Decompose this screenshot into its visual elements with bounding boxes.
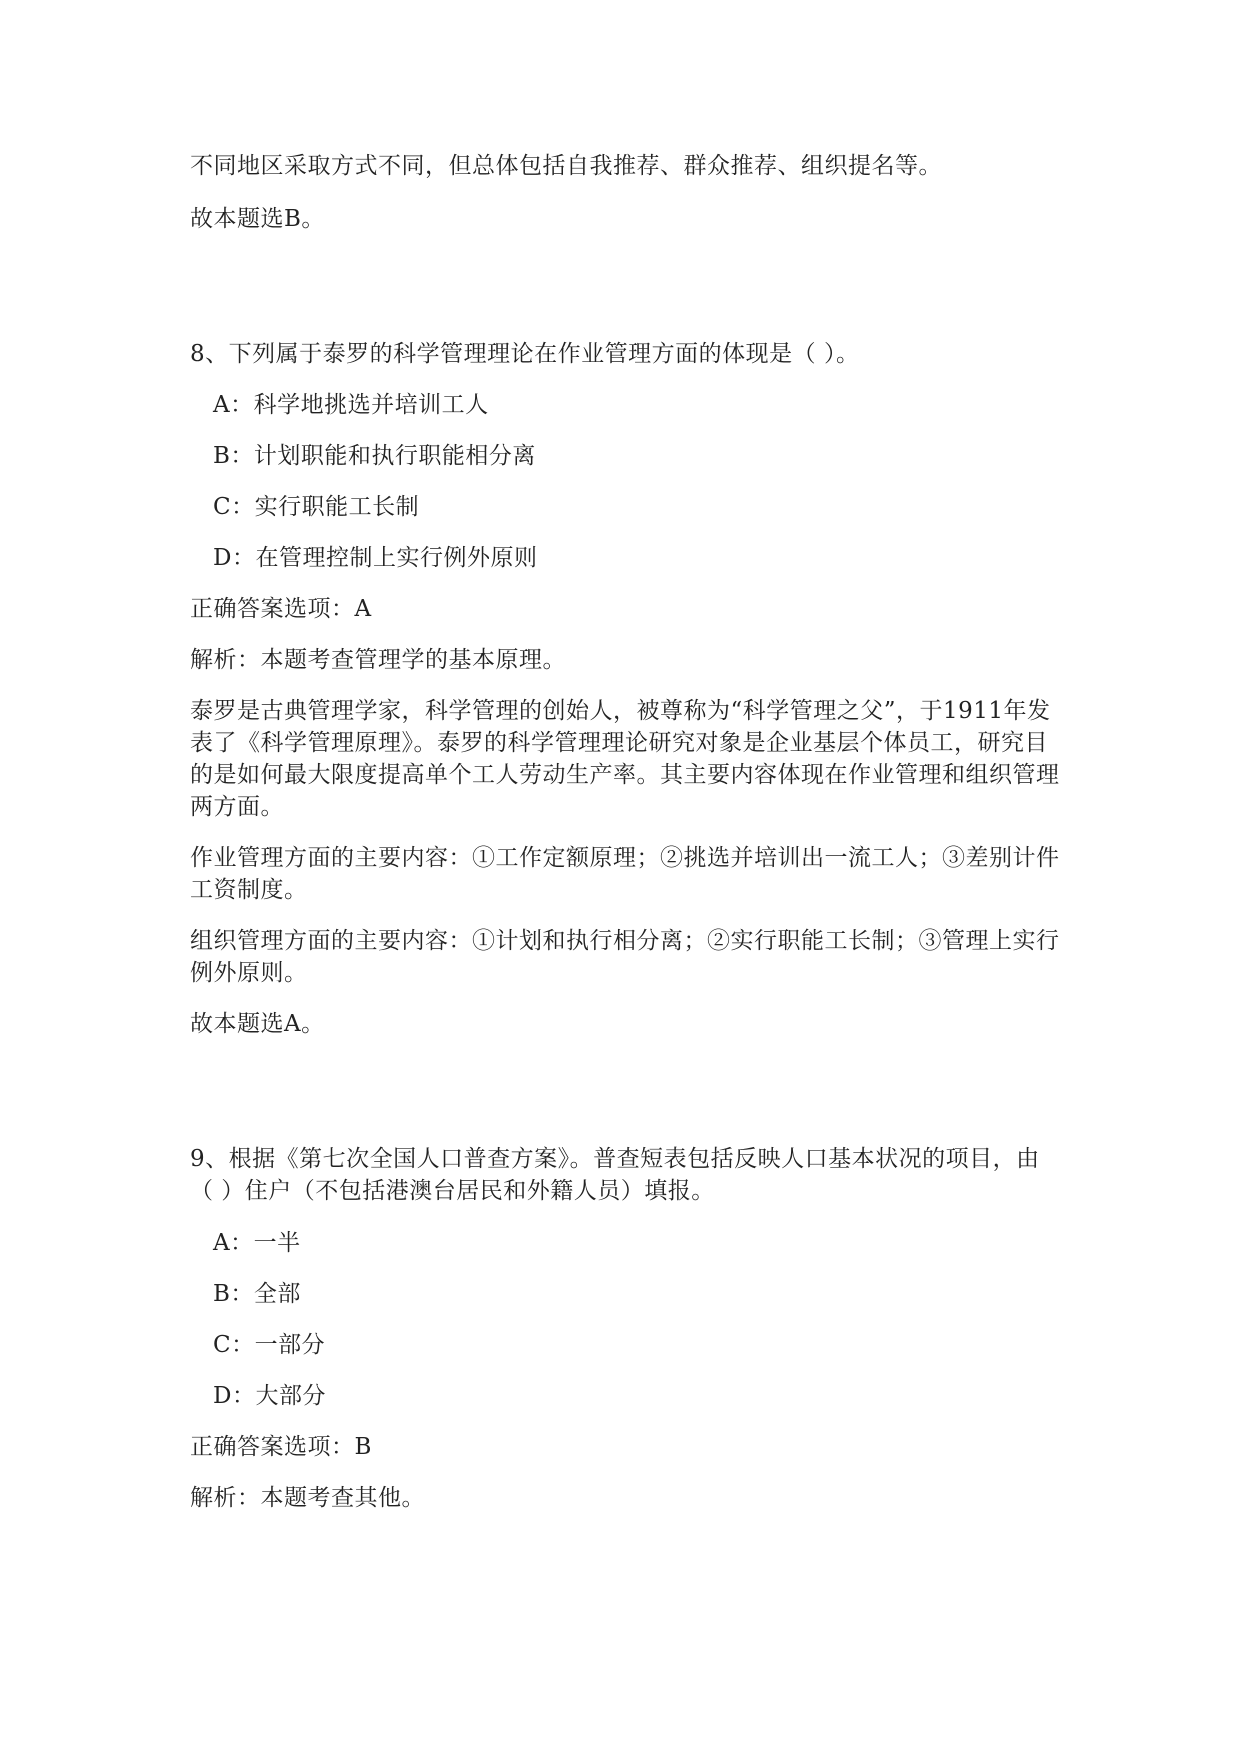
question-8-option-a: A：科学地挑选并培训工人	[213, 392, 489, 418]
question-8-analysis-paragraph: 泰罗是古典管理学家，科学管理的创始人，被尊称为“科学管理之父”，于1911年发表了《科学管理原理》。泰罗的科学管理理论研究对象是企业基层个体员工，研究目的是如何最大限度提高单个工人劳动生产率。其主要内容体现在作业管理和组织管理两方面。	[190, 698, 1060, 820]
question-9-option-d: D：大部分	[213, 1383, 326, 1409]
question-8-text: 8、下列属于泰罗的科学管理理论在作业管理方面的体现是（ ）。	[190, 341, 860, 367]
question-9-text: 9、根据《第七次全国人口普查方案》。普查短表包括反映人口基本状况的项目，由（ ）住户（不包括港澳台居民和外籍人员）填报。	[190, 1146, 1040, 1204]
prev-answer-tail: 不同地区采取方式不同，但总体包括自我推荐、群众推荐、组织提名等。	[190, 153, 942, 179]
question-8-conclusion: 故本题选A。	[190, 1011, 325, 1037]
question-9-analysis-intro: 解析：本题考查其他。	[190, 1485, 425, 1511]
question-8-option-b: B：计划职能和执行职能相分离	[213, 443, 536, 469]
question-8-analysis-paragraph: 组织管理方面的主要内容：①计划和执行相分离；②实行职能工长制；③管理上实行例外原则。	[190, 928, 1060, 986]
question-9-option-b: B：全部	[213, 1281, 301, 1307]
question-8-answer: 正确答案选项：A	[190, 596, 372, 622]
question-8-option-c: C：实行职能工长制	[213, 494, 420, 520]
prev-conclusion: 故本题选B。	[190, 206, 325, 232]
question-9-answer: 正确答案选项：B	[190, 1434, 372, 1460]
question-9-option-a: A：一半	[213, 1230, 301, 1256]
question-8-analysis-paragraph: 作业管理方面的主要内容：①工作定额原理；②挑选并培训出一流工人；③差别计件工资制度。	[190, 845, 1060, 903]
question-8-option-d: D：在管理控制上实行例外原则	[213, 545, 538, 571]
question-9-option-c: C：一部分	[213, 1332, 326, 1358]
question-8-analysis-intro: 解析：本题考查管理学的基本原理。	[190, 647, 566, 673]
